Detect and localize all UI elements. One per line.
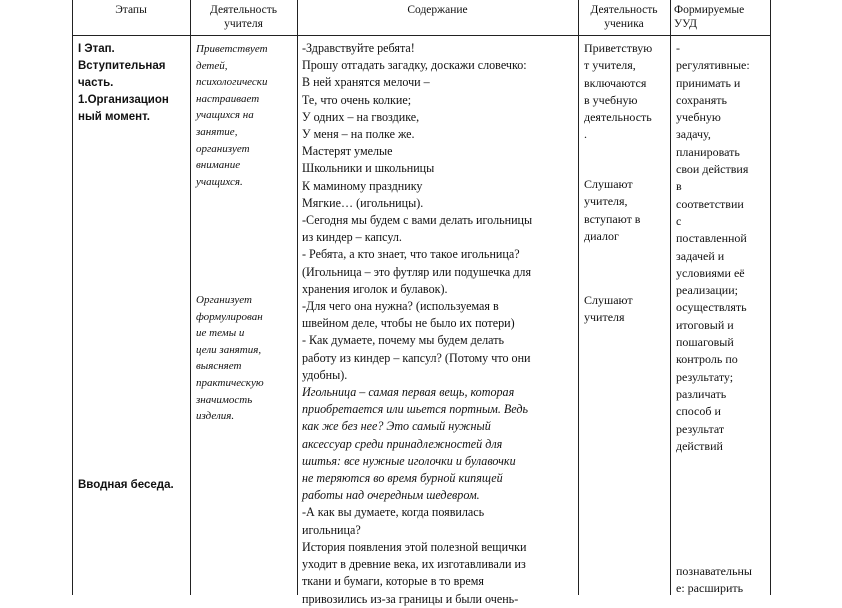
teacher-line: Приветствует	[196, 43, 268, 55]
student-line: включаются	[584, 75, 647, 90]
stage-line: I Этап.	[78, 43, 115, 55]
header-stages	[72, 3, 190, 17]
stage-line: ный момент.	[78, 111, 150, 123]
uud-line: реализации;	[676, 283, 738, 298]
uud-line: -	[676, 41, 680, 55]
student-line: в учебную	[584, 92, 638, 107]
content-line: - Ребята, а кто знает, что такое игольница?	[302, 247, 520, 262]
uud-line: действий	[676, 438, 723, 453]
content-line: Те, что очень колкие;	[302, 92, 412, 107]
header-content-label: Содержание	[407, 4, 468, 16]
header-divider	[72, 35, 771, 36]
content-line: приобретается или шьется портным. Ведь	[302, 402, 528, 417]
content-line: -Для чего она нужна? (используемая в	[302, 299, 499, 314]
header-stages-label: Этапы	[115, 4, 147, 16]
stage-cell	[78, 41, 190, 126]
uud-line: сохранять	[676, 92, 728, 107]
content-line: У меня – на полке же.	[302, 127, 415, 142]
student-line: Приветствую	[584, 41, 653, 55]
teacher-block-2	[196, 292, 294, 425]
stage-line: часть.	[78, 77, 114, 89]
content-line: работы над очередным шедевром.	[302, 488, 480, 503]
content-line: -Здравствуйте ребята!	[302, 41, 415, 55]
content-line: -А как вы думаете, когда появилась	[302, 505, 485, 520]
content-line: аксессуар среди принадлежностей для	[302, 436, 503, 451]
uud-line: учебную	[676, 110, 721, 125]
header-teacher-line: учителя	[224, 18, 263, 30]
teacher-line: организует	[196, 142, 250, 155]
uud-line: е: расширить	[676, 581, 744, 596]
table-border-col2	[190, 0, 191, 595]
content-line: игольница?	[302, 522, 361, 537]
uud-line: с	[676, 213, 682, 228]
content-line: В ней хранятся мелочи –	[302, 75, 430, 90]
teacher-line: занятие,	[196, 125, 238, 138]
uud-tail	[676, 563, 768, 598]
uud-line: итоговый и	[676, 317, 734, 332]
header-student	[578, 3, 670, 31]
teacher-block-1	[196, 41, 294, 190]
teacher-line: настраивает	[196, 92, 260, 105]
uud-line: способ и	[676, 404, 721, 419]
uud-cell	[676, 40, 768, 455]
student-line: диалог	[584, 228, 619, 243]
teacher-line: психологически	[196, 76, 268, 89]
content-line: шитья: все нужные иголочки и булавочки	[302, 453, 516, 468]
teacher-line: детей,	[196, 59, 228, 72]
table-border-col5	[670, 0, 671, 595]
teacher-line: практическую	[196, 376, 264, 389]
header-uud	[674, 3, 770, 31]
content-line: привозились из-за границы и были очень-	[302, 591, 519, 606]
content-line: работу из киндер – капсул? (Потому что они	[302, 350, 531, 365]
uud-line: в	[676, 179, 682, 194]
uud-line: различать	[676, 386, 727, 401]
uud-line: результат	[676, 421, 725, 436]
content-line: История появления этой полезной вещички	[302, 539, 527, 554]
uud-line: результату;	[676, 369, 734, 384]
header-teacher	[190, 3, 297, 31]
student-line: .	[584, 127, 587, 142]
student-block-1	[584, 40, 670, 144]
teacher-line: внимание	[196, 159, 241, 172]
teacher-line: значимость	[196, 393, 253, 406]
content-line: - Как думаете, почему мы будем делать	[302, 333, 505, 348]
uud-line: задачей и	[676, 248, 725, 263]
teacher-line: учащихся.	[196, 175, 243, 188]
uud-line: планировать	[676, 144, 740, 159]
student-line: вступают в	[584, 211, 641, 226]
content-line: как же без нее? Это самый нужный	[302, 419, 491, 434]
student-line: учителя,	[584, 194, 628, 209]
content-line: хранения иголок и булавок).	[302, 281, 448, 296]
teacher-line: изделия.	[196, 410, 235, 423]
header-student-line: Деятельность	[590, 4, 658, 16]
uud-line: задачу,	[676, 127, 711, 142]
student-line: деятельность	[584, 110, 652, 125]
student-block-2	[584, 176, 670, 245]
content-line: из киндер – капсул.	[302, 230, 402, 245]
table-border-right	[770, 0, 771, 595]
teacher-line: формулирован	[196, 310, 263, 323]
table-border-col3	[297, 0, 298, 595]
content-line: швейном деле, чтобы не было их потери)	[302, 316, 515, 331]
header-student-line: ученика	[604, 18, 644, 30]
student-line: т учителя,	[584, 58, 636, 73]
content-line: Игольница – самая первая вещь, которая	[302, 385, 515, 400]
content-line: -Сегодня мы будем с вами делать игольницы	[302, 213, 533, 228]
content-line: удобны).	[302, 367, 348, 382]
header-content	[297, 3, 578, 17]
table-border-left	[72, 0, 73, 595]
content-line: ткани и бумаги, которые в то время	[302, 574, 484, 589]
teacher-line: учащихся на	[196, 109, 254, 122]
content-line: уходит в древние века, их изготавливали из	[302, 557, 526, 572]
uud-line: регулятивные:	[676, 58, 750, 73]
content-cell	[302, 40, 578, 608]
table-border-col4	[578, 0, 579, 595]
uud-line: познавательны	[676, 564, 752, 578]
uud-line: осуществлять	[676, 300, 747, 315]
content-line: (Игольница – это футляр или подушечка для	[302, 264, 532, 279]
uud-line: поставленной	[676, 231, 747, 246]
stage-line: Вступительная	[78, 60, 166, 72]
teacher-line: ие темы и	[196, 327, 245, 340]
teacher-line: выясняет	[196, 360, 242, 373]
uud-line: контроль по	[676, 352, 738, 367]
content-line: Прошу отгадать загадку, доскажи словечко:	[302, 58, 527, 73]
header-uud-line: УУД	[674, 18, 697, 30]
stage-line: 1.Организацион	[78, 94, 169, 106]
intro-talk-label	[78, 477, 174, 494]
uud-line: принимать и	[676, 75, 741, 90]
uud-line: свои действия	[676, 162, 749, 177]
uud-line: соответствии	[676, 196, 744, 211]
content-line: Мастерят умелые	[302, 144, 393, 159]
content-line: У одних – на гвоздике,	[302, 109, 420, 124]
student-line: Слушают	[584, 293, 633, 307]
content-line: не теряются во время бурной кипящей	[302, 471, 503, 486]
header-teacher-line: Деятельность	[209, 4, 278, 16]
intro-talk-text: Вводная беседа.	[78, 479, 174, 491]
content-line: Школьники и школьницы	[302, 161, 435, 176]
student-block-3	[584, 292, 670, 327]
teacher-line: Организует	[196, 294, 252, 306]
student-line: учителя	[584, 310, 625, 325]
content-line: Мягкие… (игольницы).	[302, 195, 424, 210]
content-line: К маминому празднику	[302, 178, 423, 193]
teacher-line: цели занятия,	[196, 343, 262, 356]
student-line: Слушают	[584, 177, 633, 191]
uud-line: пошаговый	[676, 335, 734, 350]
uud-line: условиями её	[676, 265, 745, 280]
header-uud-line: Формируемые	[674, 4, 745, 16]
